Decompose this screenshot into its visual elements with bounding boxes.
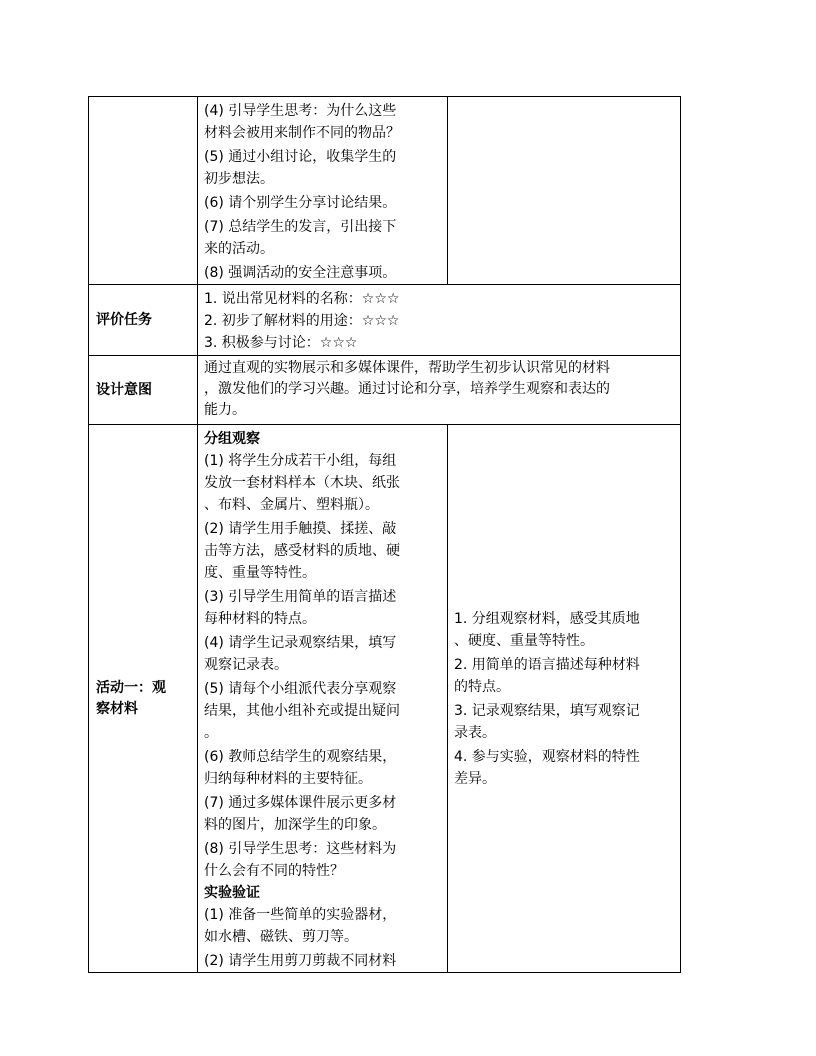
- step-line: 归纳每种材料的主要特征。: [204, 771, 372, 787]
- table-row: [89, 356, 681, 425]
- design-intent-cell: [198, 356, 681, 425]
- step-line: 来的活动。: [204, 241, 274, 257]
- table-row: [89, 425, 681, 973]
- step-line: 度、重量等特性。: [204, 565, 316, 581]
- design-line: 通过直观的实物展示和多媒体课件，帮助学生初步认识常见的材料: [204, 360, 610, 376]
- step-line: (6) 教师总结学生的观察结果，: [204, 749, 397, 765]
- row-label: [89, 97, 198, 285]
- step-line: 击等方法，感受材料的质地、硬: [204, 543, 400, 559]
- teacher-activity-cell: [198, 97, 448, 285]
- student-line: 2. 用简单的语言描述每种材料: [454, 656, 640, 673]
- student-line: 4. 参与实验，观察材料的特性: [454, 748, 640, 765]
- activity-label-line: 活动一：观: [96, 679, 166, 696]
- section-heading: 分组观察: [204, 431, 260, 447]
- step-line: 如水槽、磁铁、剪刀等。: [204, 929, 358, 945]
- step-line: (7) 通过多媒体课件展示更多材: [204, 795, 397, 811]
- step-line: 观察记录表。: [204, 657, 288, 673]
- step-line: 。: [204, 725, 218, 741]
- step-line: (7) 总结学生的发言，引出接下: [204, 219, 397, 235]
- step-line: (5) 请每个小组派代表分享观察: [204, 681, 397, 697]
- activity-label-line: 察材料: [96, 700, 138, 717]
- design-line: 能力。: [204, 402, 246, 418]
- table-row: [89, 97, 681, 285]
- step-line: 初步想法。: [204, 171, 274, 187]
- student-line: 1. 分组观察材料，感受其质地: [454, 610, 640, 627]
- evaluation-item: 1. 说出常见材料的名称：☆☆☆: [204, 291, 400, 307]
- evaluation-cell: [198, 285, 681, 356]
- student-line: 、硬度、重量等特性。: [454, 632, 594, 649]
- lesson-plan-table: [88, 96, 681, 973]
- evaluation-item: 2. 初步了解材料的用途：☆☆☆: [204, 313, 400, 329]
- activity-steps-cell: [198, 425, 448, 973]
- student-line: 录表。: [454, 724, 496, 741]
- evaluation-item: 3. 积极参与讨论：☆☆☆: [204, 335, 358, 351]
- step-line: 料的图片，加深学生的印象。: [204, 817, 386, 833]
- step-line: (2) 请学生用剪刀剪裁不同材料: [204, 953, 397, 969]
- step-line: 什么会有不同的特性？: [204, 863, 344, 879]
- step-line: 、布料、金属片、塑料瓶）。: [204, 497, 379, 513]
- student-activity-cell: [448, 425, 681, 973]
- step-line: 结果，其他小组补充或提出疑问: [204, 703, 400, 719]
- activity-label: [89, 425, 198, 973]
- student-line: 差异。: [454, 770, 496, 787]
- step-line: (1) 将学生分成若干小组，每组: [204, 453, 397, 469]
- section-heading: 实验验证: [204, 885, 260, 901]
- table-row: [89, 285, 681, 356]
- student-line: 的特点。: [454, 678, 510, 695]
- step-line: (1) 准备一些简单的实验器材，: [204, 907, 397, 923]
- step-line: 发放一套材料样本（木块、纸张: [204, 475, 400, 491]
- design-line: ，激发他们的学习兴趣。通过讨论和分享，培养学生观察和表达的: [204, 381, 610, 397]
- evaluation-label: 评价任务: [89, 285, 198, 356]
- student-activity-cell: [448, 97, 681, 285]
- step-line: (6) 请个别学生分享讨论结果。: [204, 195, 397, 211]
- step-line: (8) 引导学生思考：这些材料为: [204, 841, 397, 857]
- step-line: 材料会被用来制作不同的物品？: [204, 125, 400, 141]
- step-line: (5) 通过小组讨论，收集学生的: [204, 149, 397, 165]
- step-line: 每种材料的特点。: [204, 611, 316, 627]
- step-line: (8) 强调活动的安全注意事项。: [204, 265, 397, 281]
- student-line: 3. 记录观察结果，填写观察记: [454, 702, 640, 719]
- step-line: (3) 引导学生用简单的语言描述: [204, 589, 397, 605]
- design-label: 设计意图: [89, 356, 198, 425]
- step-line: (2) 请学生用手触摸、揉搓、敲: [204, 521, 397, 537]
- step-line: (4) 引导学生思考：为什么这些: [204, 103, 397, 119]
- step-line: (4) 请学生记录观察结果，填写: [204, 635, 397, 651]
